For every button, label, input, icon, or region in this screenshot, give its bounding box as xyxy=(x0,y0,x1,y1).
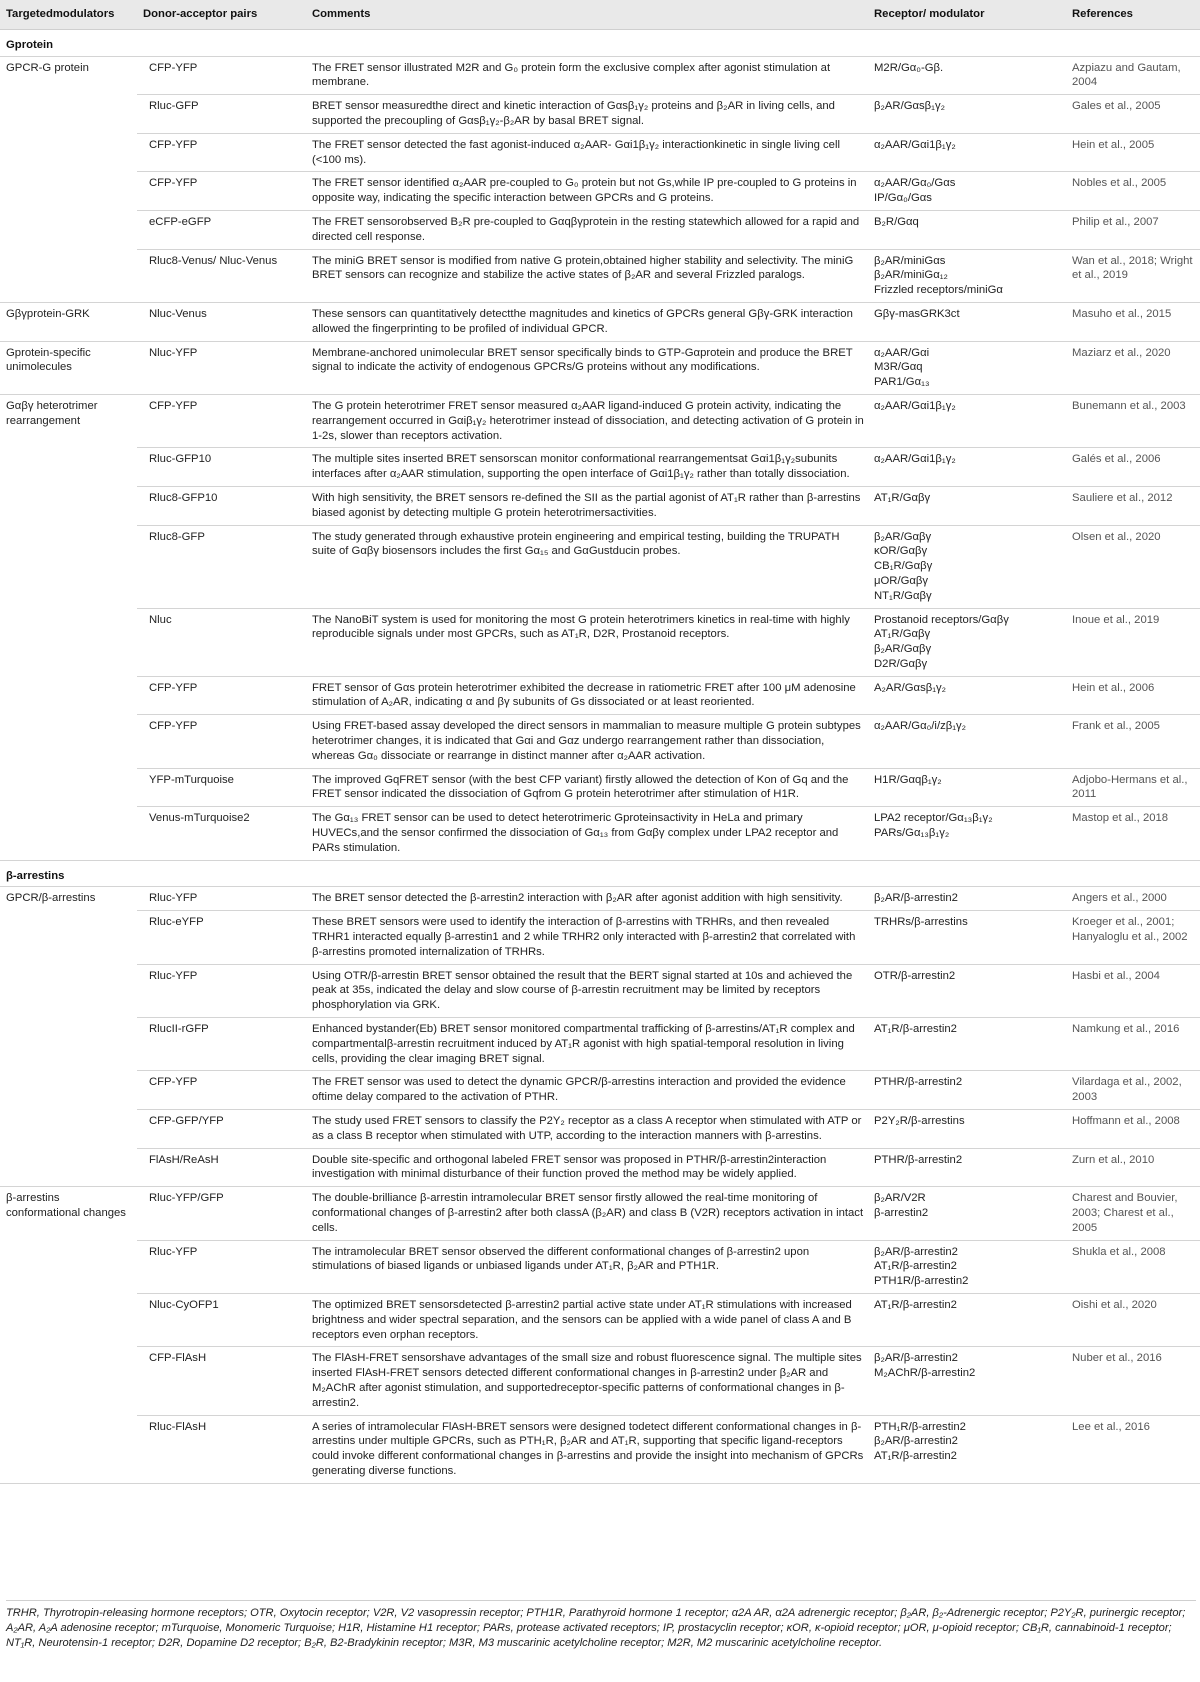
receptor-line: β₂AR/miniGαs xyxy=(874,254,946,267)
donor-acceptor-pair-cell: Rluc-YFP/GFP xyxy=(137,1187,306,1240)
receptor-modulator-cell xyxy=(868,807,1062,860)
reference-cell: Hoffmann et al., 2008 xyxy=(1062,1110,1200,1149)
table-row xyxy=(0,525,1200,608)
receptor-line: α₂AAR/Gαi1β₁γ₂ xyxy=(874,138,956,151)
table-body xyxy=(0,29,1200,1483)
receptor-line: μOR/Gαβγ xyxy=(874,574,929,587)
targeted-modulator-cell xyxy=(0,715,137,768)
receptor-line: AT₁R/β-arrestin2 xyxy=(874,1023,957,1036)
comment-cell: The FRET sensor identified α₂AAR pre-coupled to G₀ protein but not Gs,while IP pre-coupled to G proteins in opposite way, indicating the specific interaction between GPCRs and G proteins. xyxy=(306,172,868,211)
receptor-line: D2R/Gαβγ xyxy=(874,657,928,670)
reference-cell: Charest and Bouvier, 2003; Charest et al., 2005 xyxy=(1062,1187,1200,1240)
receptor-line: Gβγ-masGRK3ct xyxy=(874,307,960,320)
reference-cell: Maziarz et al., 2020 xyxy=(1062,341,1200,394)
reference-cell: Adjobo-Hermans et al., 2011 xyxy=(1062,768,1200,807)
receptor-line: β₂AR/Gαβγ xyxy=(874,530,932,543)
table-row xyxy=(0,911,1200,964)
donor-acceptor-pair-cell: FlAsH/ReAsH xyxy=(137,1148,306,1187)
receptor-line: NT₁R/Gαβγ xyxy=(874,589,932,602)
receptor-modulator-cell xyxy=(868,1293,1062,1346)
donor-acceptor-pair-cell: CFP-FlAsH xyxy=(137,1347,306,1415)
reference-cell: Wan et al., 2018; Wright et al., 2019 xyxy=(1062,249,1200,302)
comment-cell: Enhanced bystander(Eb) BRET sensor monitored compartmental trafficking of β-arrestins/AT₁R complex and compartmentalβ-arrestin recruitment induced by AT₁R agonist with high spatial-temporal resolution in living cells, providing the clear imaging BRET signal. xyxy=(306,1018,868,1071)
comment-cell: These sensors can quantitatively detectthe magnitudes and kinetics of GPCRs general Gβγ-GRK interaction allowed the fingerprinting to be profiled of individual GPCR. xyxy=(306,302,868,341)
receptor-modulator-cell xyxy=(868,1240,1062,1293)
comment-cell: BRET sensor measuredthe direct and kinetic interaction of Gαsβ₁γ₂ proteins and β₂AR in living cells, and supported the precoupling of Gαsβ₁γ₂-β₂AR by basal BRET signal. xyxy=(306,95,868,134)
header-donor-acceptor-pairs: Donor-acceptor pairs xyxy=(137,0,306,29)
comment-cell: The FRET sensor was used to detect the dynamic GPCR/β-arrestins interaction and provided the evidence oftime delay compared to the activation of PTHR. xyxy=(306,1071,868,1110)
receptor-modulator-cell xyxy=(868,1347,1062,1415)
reference-cell: Inoue et al., 2019 xyxy=(1062,608,1200,676)
receptor-line: H1R/Gαqβ₁γ₂ xyxy=(874,773,942,786)
receptor-line: β₂AR/Gαβγ xyxy=(874,643,932,656)
comment-cell: The multiple sites inserted BRET sensorscan monitor conformational rearrangementsat Gαi1β₁γ₂subunits interfaces after α₂AAR stimulation, supporting the open interface of Gαi1β₁γ₂ rather than totally dissociation. xyxy=(306,448,868,487)
reference-cell: Hein et al., 2006 xyxy=(1062,676,1200,715)
receptor-line: β₂AR/Gαsβ₁γ₂ xyxy=(874,100,946,113)
donor-acceptor-pair-cell: CFP-YFP xyxy=(137,56,306,95)
comment-cell: The FlAsH-FRET sensorshave advantages of the small size and robust fluorescence signal. The multiple sites inserted FlAsH-FRET sensors detected different conformational changes in β-arrestin2 under β₂AR and M₂AChR after agonist stimulation, and supportedreceptor-specific patterns of conformational changes in β-arrestin2. xyxy=(306,1347,868,1415)
receptor-modulator-cell xyxy=(868,525,1062,608)
header-comments: Comments xyxy=(306,0,868,29)
targeted-modulator-cell: GPCR/β-arrestins xyxy=(6,892,96,905)
comment-cell: The NanoBiT system is used for monitoring the most G protein heterotrimers kinetics in real-time with highly reproducible signals under most GPCRs, such as AT₁R, D2R, Prostanoid receptors. xyxy=(306,608,868,676)
table-row xyxy=(0,964,1200,1017)
targeted-modulator-cell: GPCR-G protein xyxy=(6,61,89,74)
receptor-line: β₂AR/β-arrestin2 xyxy=(874,1435,958,1448)
comment-cell: The BRET sensor detected the β-arrestin2 interaction with β₂AR after agonist addition with high sensitivity. xyxy=(306,887,868,911)
header-receptor-modulator: Receptor/ modulator xyxy=(868,0,1062,29)
targeted-modulator-cell xyxy=(0,448,137,487)
receptor-modulator-cell xyxy=(868,302,1062,341)
table-row xyxy=(0,1018,1200,1071)
receptor-line: α₂AAR/Gαi1β₁γ₂ xyxy=(874,399,956,412)
comment-cell: The G protein heterotrimer FRET sensor measured α₂AAR ligand-induced G protein activity, indicating the rearrangement occurred in Gαiβ₁γ₂ heterotrimer instead of dissociation, and detecting activation of G protein in 1-2s, slower than receptors activation. xyxy=(306,394,868,447)
receptor-line: B₂R/Gαq xyxy=(874,215,919,228)
reference-cell: Hein et al., 2005 xyxy=(1062,133,1200,172)
reference-cell: Shukla et al., 2008 xyxy=(1062,1240,1200,1293)
receptor-modulator-cell xyxy=(868,95,1062,134)
donor-acceptor-pair-cell: Rluc8-GFP10 xyxy=(137,486,306,525)
donor-acceptor-pair-cell: CFP-YFP xyxy=(137,1071,306,1110)
receptor-modulator-cell xyxy=(868,887,1062,911)
table-row xyxy=(0,249,1200,302)
comment-cell: Using OTR/β-arrestin BRET sensor obtained the result that the BERT signal started at 10s and achieved the peak at 35s, indicated the delay and slow course of β-arrestin recruitment may be limited by receptors phosphorylation via GRK. xyxy=(306,964,868,1017)
receptor-line: PTHR/β-arrestin2 xyxy=(874,1076,963,1089)
reference-cell: Namkung et al., 2016 xyxy=(1062,1018,1200,1071)
table-row xyxy=(0,172,1200,211)
table-row xyxy=(0,486,1200,525)
table-row xyxy=(0,676,1200,715)
receptor-modulator-cell xyxy=(868,964,1062,1017)
targeted-modulator-cell xyxy=(0,172,137,211)
targeted-modulator-cell xyxy=(0,1347,137,1415)
table-row xyxy=(0,1240,1200,1293)
reference-cell: Olsen et al., 2020 xyxy=(1062,525,1200,608)
header-targeted-modulators: Targetedmodulators xyxy=(0,0,137,29)
targeted-modulator-cell xyxy=(0,486,137,525)
reference-cell: Masuho et al., 2015 xyxy=(1062,302,1200,341)
receptor-line: TRHRs/β-arrestins xyxy=(874,916,968,929)
reference-cell: Sauliere et al., 2012 xyxy=(1062,486,1200,525)
receptor-line: α₂AAR/Gα₀/Gαs xyxy=(874,177,956,190)
receptor-line: AT₁R/Gαβγ xyxy=(874,491,931,504)
receptor-line: β₂AR/β-arrestin2 xyxy=(874,1352,958,1365)
receptor-line: PAR1/Gα₁₃ xyxy=(874,376,930,389)
targeted-modulator-cell xyxy=(0,1293,137,1346)
receptor-line: β₂AR/V2R xyxy=(874,1192,926,1205)
receptor-line: M3R/Gαq xyxy=(874,361,923,374)
table-row xyxy=(0,56,1200,95)
receptor-modulator-cell xyxy=(868,210,1062,249)
targeted-modulator-cell xyxy=(0,210,137,249)
targeted-modulator-cell xyxy=(0,964,137,1017)
targeted-modulator-cell xyxy=(0,1071,137,1110)
receptor-line: OTR/β-arrestin2 xyxy=(874,969,956,982)
donor-acceptor-pair-cell: CFP-YFP xyxy=(137,133,306,172)
reference-cell: Azpiazu and Gautam, 2004 xyxy=(1062,56,1200,95)
table-header-row xyxy=(0,0,1200,29)
targeted-modulator-cell xyxy=(0,1110,137,1149)
receptor-modulator-cell xyxy=(868,133,1062,172)
receptor-line: β-arrestin2 xyxy=(874,1207,929,1219)
receptor-line: α₂AAR/Gαi xyxy=(874,346,930,359)
table-row xyxy=(0,1347,1200,1415)
reference-cell: Lee et al., 2016 xyxy=(1062,1415,1200,1483)
table-row xyxy=(0,133,1200,172)
receptor-line: CB₁R/Gαβγ xyxy=(874,560,933,573)
receptor-modulator-cell xyxy=(868,768,1062,807)
donor-acceptor-pair-cell: Venus-mTurquoise2 xyxy=(137,807,306,860)
targeted-modulator-cell xyxy=(0,133,137,172)
reference-cell: Hasbi et al., 2004 xyxy=(1062,964,1200,1017)
section-row xyxy=(0,29,1200,56)
table-row xyxy=(0,210,1200,249)
comment-cell: The FRET sensorobserved B₂R pre-coupled to Gαqβγprotein in the resting statewhich allowed for a rapid and directed cell response. xyxy=(306,210,868,249)
donor-acceptor-pair-cell: Rluc-YFP xyxy=(137,1240,306,1293)
receptor-line: PTH₁R/β-arrestin2 xyxy=(874,1420,966,1433)
targeted-modulator-cell xyxy=(0,1240,137,1293)
receptor-modulator-cell xyxy=(868,486,1062,525)
table-row xyxy=(0,394,1200,447)
comment-cell: These BRET sensors were used to identify the interaction of β-arrestins with TRHRs, and then revealed TRHR1 interacted equally β-arrestin1 and 2 while TRHR2 only interacted with β-arrestin2 that correlated with β-arrestins promoted internalization of TRHRs. xyxy=(306,911,868,964)
receptor-line: AT₁R/β-arrestin2 xyxy=(874,1450,957,1463)
receptor-line: LPA2 receptor/Gα₁₃β₁γ₂ xyxy=(874,812,993,825)
receptor-line: PTH1R/β-arrestin2 xyxy=(874,1275,969,1288)
receptor-modulator-cell xyxy=(868,608,1062,676)
comment-cell: Membrane-anchored unimolecular BRET sensor specifically binds to GTP-Gαprotein and produce the BRET signal to indicate the activity of endogenous GPCRs/G proteins without any modifications. xyxy=(306,341,868,394)
table-row xyxy=(0,341,1200,394)
reference-cell: Mastop et al., 2018 xyxy=(1062,807,1200,860)
reference-cell: Gales et al., 2005 xyxy=(1062,95,1200,134)
targeted-modulator-cell xyxy=(0,608,137,676)
table-row xyxy=(0,1110,1200,1149)
receptor-line: κOR/Gαβγ xyxy=(874,545,928,558)
targeted-modulator-cell: Gprotein-specific unimolecules xyxy=(0,341,137,394)
reference-cell: Angers et al., 2000 xyxy=(1062,887,1200,911)
comment-cell: Using FRET-based assay developed the direct sensors in mammalian to measure multiple G protein subtypes heterotrimer changes, it is indicated that Gαi and Gαz undergo rearrangement rather than dissociation, whereas Gα₀ dissociate or rearrange in distinct manner after α₂AAR activation. xyxy=(306,715,868,768)
donor-acceptor-pair-cell: Nluc-YFP xyxy=(137,341,306,394)
header-references: References xyxy=(1062,0,1200,29)
receptor-line: IP/Gα₀/Gαs xyxy=(874,192,932,205)
receptor-line: PARs/Gα₁₃β₁γ₂ xyxy=(874,827,950,840)
reference-cell: Oishi et al., 2020 xyxy=(1062,1293,1200,1346)
receptor-line: Prostanoid receptors/Gαβγ xyxy=(874,613,1009,626)
donor-acceptor-pair-cell: CFP-YFP xyxy=(137,172,306,211)
receptor-line: β₂AR/miniGα₁₂ xyxy=(874,269,948,282)
donor-acceptor-pair-cell: Rluc8-GFP xyxy=(137,525,306,608)
comment-cell: The Gα₁₃ FRET sensor can be used to detect heterotrimeric Gproteinsactivity in HeLa and primary HUVECs,and the sensor confirmed the dissociation of Gα₁₃ from Gαβγ complex under LPA2 receptor and PARs stimulation. xyxy=(306,807,868,860)
section-title: β-arrestins xyxy=(0,860,1200,887)
table-row xyxy=(0,715,1200,768)
receptor-modulator-cell xyxy=(868,1071,1062,1110)
targeted-modulator-cell: Gαβγ heterotrimer rearrangement xyxy=(6,399,98,427)
targeted-modulator-cell xyxy=(0,768,137,807)
targeted-modulator-cell xyxy=(0,249,137,302)
targeted-modulator-cell xyxy=(0,807,137,860)
table-row xyxy=(0,768,1200,807)
reference-cell: Philip et al., 2007 xyxy=(1062,210,1200,249)
table-row xyxy=(0,887,1200,911)
table-row xyxy=(0,1148,1200,1187)
receptor-line: PTHR/β-arrestin2 xyxy=(874,1153,963,1166)
table-row xyxy=(0,807,1200,860)
donor-acceptor-pair-cell: Rluc-eYFP xyxy=(137,911,306,964)
reference-cell: Nobles et al., 2005 xyxy=(1062,172,1200,211)
donor-acceptor-pair-cell: Rluc8-Venus/ Nluc-Venus xyxy=(137,249,306,302)
receptor-modulator-cell xyxy=(868,249,1062,302)
receptor-line: M₂AChR/β-arrestin2 xyxy=(874,1367,976,1380)
targeted-modulator-cell xyxy=(0,1415,137,1483)
receptor-modulator-cell xyxy=(868,715,1062,768)
receptor-modulator-cell xyxy=(868,394,1062,447)
receptor-line: P2Y₂R/β-arrestins xyxy=(874,1115,965,1128)
donor-acceptor-pair-cell: Rluc-GFP xyxy=(137,95,306,134)
receptor-modulator-cell xyxy=(868,1148,1062,1187)
receptor-line: β₂AR/β-arrestin2 xyxy=(874,1245,958,1258)
table-row xyxy=(0,1415,1200,1483)
donor-acceptor-pair-cell: Rluc-GFP10 xyxy=(137,448,306,487)
donor-acceptor-pair-cell: Nluc-CyOFP1 xyxy=(137,1293,306,1346)
table-row xyxy=(0,1187,1200,1240)
receptor-line: M2R/Gα₀-Gβ. xyxy=(874,61,944,74)
donor-acceptor-pair-cell: CFP-YFP xyxy=(137,676,306,715)
section-title: Gprotein xyxy=(0,29,1200,56)
donor-acceptor-pair-cell: eCFP-eGFP xyxy=(137,210,306,249)
comment-cell: The miniG BRET sensor is modified from native G protein,obtained higher stability and selectivity. The miniG BRET sensors can recognize and stabilize the active states of β₂AR and several Frizzled paralogs. xyxy=(306,249,868,302)
table-row xyxy=(0,1071,1200,1110)
receptor-line: AT₁R/β-arrestin2 xyxy=(874,1260,957,1273)
targeted-modulator-cell xyxy=(0,911,137,964)
comment-cell: The improved GqFRET sensor (with the best CFP variant) firstly allowed the detection of Kon of Gq and the FRET sensor indicated the dissociation of Gqfrom G protein heterotrimer after stimulation of H1R. xyxy=(306,768,868,807)
comment-cell: FRET sensor of Gαs protein heterotrimer exhibited the decrease in ratiometric FRET after 100 μM adenosine stimulation of A₂AR, indicating α and βγ subunits of Gs dissociated or at least reoriented. xyxy=(306,676,868,715)
comment-cell: The optimized BRET sensorsdetected β-arrestin2 partial active state under AT₁R stimulations with increased brightness and wider spectral separation, and the sensors can be applied with a wide panel of class A and B receptors even orphan receptors. xyxy=(306,1293,868,1346)
receptor-modulator-cell xyxy=(868,341,1062,394)
reference-cell: Frank et al., 2005 xyxy=(1062,715,1200,768)
reference-cell: Bunemann et al., 2003 xyxy=(1062,394,1200,447)
receptor-line: α₂AAR/Gαi1β₁γ₂ xyxy=(874,453,956,466)
donor-acceptor-pair-cell: YFP-mTurquoise xyxy=(137,768,306,807)
comment-cell: A series of intramolecular FlAsH-BRET sensors were designed todetect different conformational changes in β-arrestins under multiple GPCRs, such as PTH₁R, β₂AR and AT₁R, supporting that specific ligand-receptors could invoke different conformational changes in β-arrestins and provide the insight into mechanism of GPCRs generating diverse functions. xyxy=(306,1415,868,1483)
receptor-line: β₂AR/β-arrestin2 xyxy=(874,892,958,905)
receptor-line: α₂AAR/Gα₀/i/zβ₁γ₂ xyxy=(874,720,967,733)
table-row xyxy=(0,1293,1200,1346)
receptor-modulator-cell xyxy=(868,448,1062,487)
donor-acceptor-pair-cell: Nluc-Venus xyxy=(137,302,306,341)
receptor-line: AT₁R/Gαβγ xyxy=(874,628,931,641)
receptor-line: AT₁R/β-arrestin2 xyxy=(874,1298,957,1311)
table-row xyxy=(0,448,1200,487)
receptor-modulator-cell xyxy=(868,676,1062,715)
table-row xyxy=(0,302,1200,341)
table-row xyxy=(0,608,1200,676)
receptor-modulator-cell xyxy=(868,56,1062,95)
reference-cell: Vilardaga et al., 2002, 2003 xyxy=(1062,1071,1200,1110)
donor-acceptor-pair-cell: Rluc-YFP xyxy=(137,887,306,911)
reference-cell: Nuber et al., 2016 xyxy=(1062,1347,1200,1415)
receptor-modulator-cell xyxy=(868,1018,1062,1071)
comment-cell: The FRET sensor detected the fast agonist-induced α₂AAR- Gαi1β₁γ₂ interactionkinetic in single living cell (<100 ms). xyxy=(306,133,868,172)
comment-cell: The FRET sensor illustrated M2R and G₀ protein form the exclusive complex after agonist stimulation at membrane. xyxy=(306,56,868,95)
targeted-modulator-cell xyxy=(0,525,137,608)
donor-acceptor-pair-cell: RlucII-rGFP xyxy=(137,1018,306,1071)
targeted-modulator-cell xyxy=(0,676,137,715)
comment-cell: The study generated through exhaustive protein engineering and empirical testing, building the TRUPATH suite of Gαβγ biosensors includes the first Gα₁₅ and GαGustducin probes. xyxy=(306,525,868,608)
receptor-modulator-cell xyxy=(868,1187,1062,1240)
comment-cell: The study used FRET sensors to classify the P2Y₂ receptor as a class A receptor when stimulated with ATP or as a class B receptor when stimulated with UTP, according to the interaction manners with β-arrestins. xyxy=(306,1110,868,1149)
targeted-modulator-cell: β-arrestins conformational changes xyxy=(6,1192,126,1219)
reference-cell: Zurn et al., 2010 xyxy=(1062,1148,1200,1187)
comment-cell: With high sensitivity, the BRET sensors re-defined the SII as the partial agonist of AT₁R rather than β-arrestins biased agonist by detecting multiple G protein heterotrimersactivities. xyxy=(306,486,868,525)
comment-cell: The double-brilliance β-arrestin intramolecular BRET sensor firstly allowed the real-time monitoring of conformational changes of β-arrestin2 after both classA (β₂AR) and class B (V2R) receptors activation in intact cells. xyxy=(306,1187,868,1240)
receptor-line: Frizzled receptors/miniGα xyxy=(874,284,1003,297)
comment-cell: Double site-specific and orthogonal labeled FRET sensor was proposed in PTHR/β-arrestin2interaction investigation with minimal disturbance of their function proved the method may be widely applied. xyxy=(306,1148,868,1187)
receptor-modulator-cell xyxy=(868,1110,1062,1149)
donor-acceptor-pair-cell: CFP-YFP xyxy=(137,394,306,447)
donor-acceptor-pair-cell: Nluc xyxy=(137,608,306,676)
donor-acceptor-pair-cell: Rluc-FlAsH xyxy=(137,1415,306,1483)
donor-acceptor-pair-cell: CFP-GFP/YFP xyxy=(137,1110,306,1149)
receptor-modulator-cell xyxy=(868,1415,1062,1483)
receptor-modulator-cell xyxy=(868,911,1062,964)
targeted-modulator-cell xyxy=(0,95,137,134)
table-footnote: TRHR, Thyrotropin-releasing hormone receptors; OTR, Oxytocin receptor; V2R, V2 vasopressin receptor; PTH1R, Parathyroid hormone 1 receptor; α2A AR, α2A adrenergic receptor; β₂AR, β₂-Adrenergic receptor; P2Y₂R, purinergic receptor; A₂AR, A₂A adenosine receptor; mTurquoise, Monomeric Turquoise; H1R, Histamine H1 receptor; PARs, protease activated receptors; IP, prostacyclin receptor; κOR, κ-opioid receptor; μOR, μ-opioid receptor; CB₁R, cannabinoid-1 receptor; NT₁R, Neurotensin-1 receptor; D2R, Dopamine D2 receptor; B₂R, B2-Bradykinin receptor; M3R, M3 muscarinic acetylcholine receptor; M2R, M2 muscarinic acetylcholine receptor. xyxy=(6,1600,1196,1651)
receptor-modulator-cell xyxy=(868,172,1062,211)
reference-cell: Galés et al., 2006 xyxy=(1062,448,1200,487)
comment-cell: The intramolecular BRET sensor observed the different conformational changes of β-arrestin2 upon stimulations of biased ligands or unbiased ligands under AT₁R, β₂AR and PTH1R. xyxy=(306,1240,868,1293)
section-row xyxy=(0,860,1200,887)
donor-acceptor-pair-cell: CFP-YFP xyxy=(137,715,306,768)
donor-acceptor-pair-cell: Rluc-YFP xyxy=(137,964,306,1017)
targeted-modulator-cell xyxy=(0,1018,137,1071)
receptor-line: A₂AR/Gαsβ₁γ₂ xyxy=(874,681,947,694)
table-row xyxy=(0,95,1200,134)
targeted-modulator-cell xyxy=(0,1148,137,1187)
reference-cell: Kroeger et al., 2001; Hanyaloglu et al., 2002 xyxy=(1062,911,1200,964)
targeted-modulator-cell: Gβγprotein-GRK xyxy=(0,302,137,341)
